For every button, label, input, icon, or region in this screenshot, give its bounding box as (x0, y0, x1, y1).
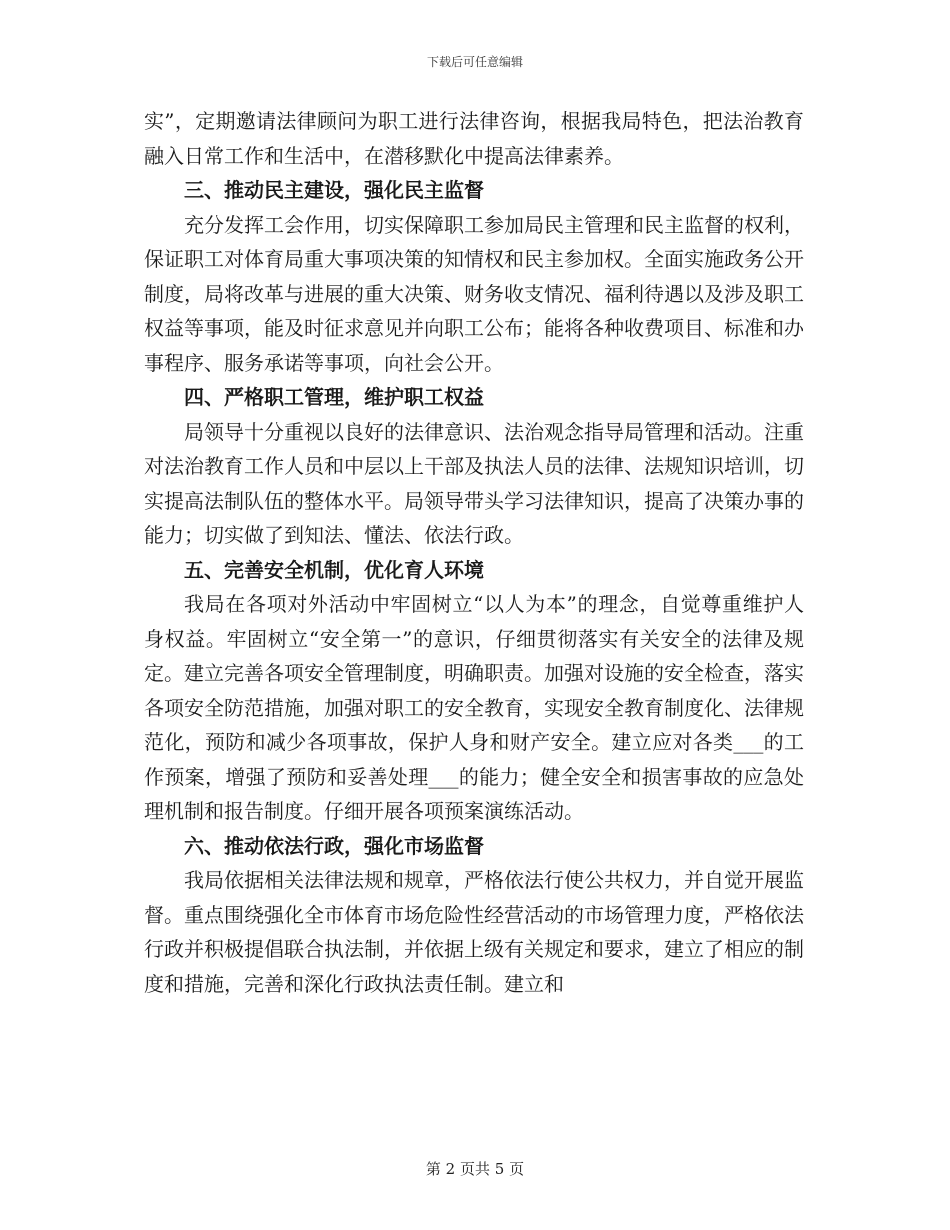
document-body (144, 104, 804, 1001)
section-heading-3: 三、推动民主建设，强化民主监督 (184, 178, 484, 202)
paragraph-4: 我局在各项对外活动中牢固树立“以人为本”的理念，自觉尊重维护人身权益。牢固树立“安全第一”的意识，仔细贯彻落实有关安全的法律及规定。建立完善各项安全管理制度，明确职责。加强对设施的安全检查，落实各项安全防范措施，加强对职工的安全教育，实现安全教育制度化、法律规范化，预防和减少各项事故，保护人身和财产安全。建立应对各类___的工作预案，增强了预防和妥善处理___的能力；健全安全和损害事故的应急处理机制和报告制度。仔细开展各项预案演练活动。 (144, 592, 804, 823)
section-heading-4: 四、严格职工管理，维护职工权益 (184, 385, 484, 409)
paragraph-1: 实”，定期邀请法律顾问为职工进行法律咨询，根据我局特色，把法治教育融入日常工作和生活中，在潜移默化中提高法律素养。 (144, 109, 804, 168)
page-header-note: 下载后可任意编辑 (426, 55, 523, 69)
page-number: 第 2 页共 5 页 (425, 1160, 525, 1178)
section-heading-6: 六、推动依法行政，强化市场监督 (184, 833, 484, 858)
paragraph-5: 我局依据相关法律法规和规章，严格依法行使公共权力，并自觉开展监督。重点围绕强化全市体育市场危险性经营活动的市场管理力度，严格依法行政并积极提倡联合执法制，并依据上级有关规定和要求，建立了相应的制度和措施，完善和深化行政执法责任制。建立和 (144, 868, 804, 996)
paragraph-2: 充分发挥工会作用，切实保障职工参加局民主管理和民主监督的权利，保证职工对体育局重大事项决策的知情权和民主参加权。全面实施政务公开制度，局将改革与进展的重大决策、财务收支情况、福利待遇以及涉及职工权益等事项，能及时征求意见并向职工公布；能将各种收费项目、标准和办事程序、服务承诺等事项，向社会公开。 (144, 212, 804, 375)
section-heading-5: 五、完善安全机制，优化育人环境 (184, 557, 484, 582)
paragraph-3: 局领导十分重视以良好的法律意识、法治观念指导局管理和活动。注重对法治教育工作人员和中层以上干部及执法人员的法律、法规知识培训，切实提高法制队伍的整体水平。局领导带头学习法律知识，提高了决策办事的能力；切实做了到知法、懂法、依法行政。 (144, 419, 804, 547)
